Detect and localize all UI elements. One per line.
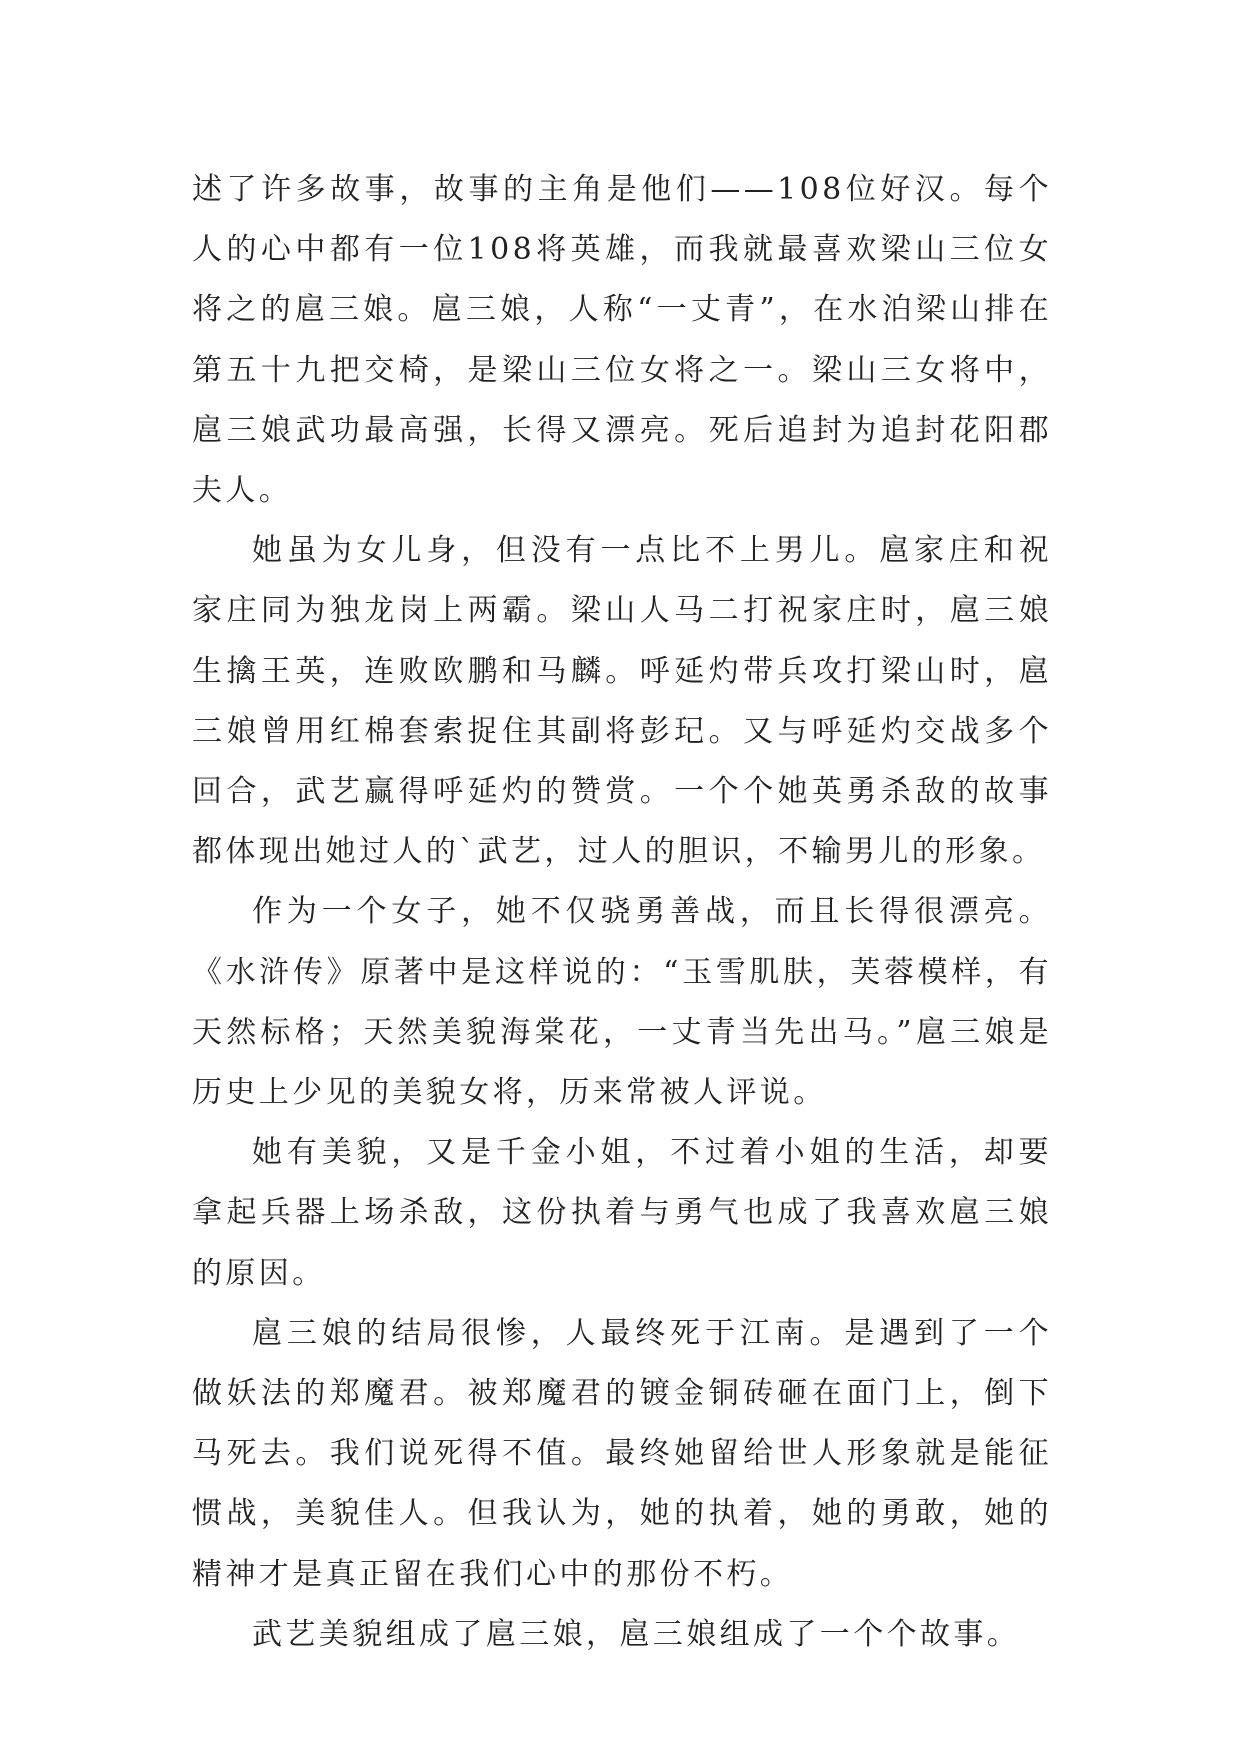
paragraph-4: 她有美貌，又是千金小姐，不过着小姐的生活，却要拿起兵器上场杀敌，这份执着与勇气也成了我喜欢扈三娘的原因。 [192,1135,1052,1291]
paragraph-6: 武艺美貌组成了扈三娘，扈三娘组成了一个个故事。 [252,1616,1021,1652]
paragraph-1: 述了许多故事，故事的主角是他们——108位好汉。每个人的心中都有一位108将英雄，而我就最喜欢梁山三位女将之的扈三娘。扈三娘，人称“一丈青”，在水泊梁山排在第五十九把交椅，是梁山三位女将之一。梁山三女将中，扈三娘武功最高强，长得又漂亮。死后追封为追封花阳郡夫人。 [192,172,1052,509]
paragraph-5: 扈三娘的结局很惨，人最终死于江南。是遇到了一个做妖法的郑魔君。被郑魔君的镀金铜砖砸在面门上，倒下马死去。我们说死得不值。最终她留给世人形象就是能征惯战，美貌佳人。但我认为，她的执着，她的勇敢，她的精神才是真正留在我们心中的那份不朽。 [192,1315,1052,1592]
paragraph-2: 她虽为女儿身，但没有一点比不上男儿。扈家庄和祝家庄同为独龙岗上两霸。梁山人马二打祝家庄时，扈三娘生擒王英，连败欧鹏和马麟。呼延灼带兵攻打梁山时，扈三娘曾用红棉套索捉住其副将彭玘。又与呼延灼交战多个回合，武艺赢得呼延灼的赞赏。一个个她英勇杀敌的故事都体现出她过人的`武艺，过人的胆识，不输男儿的形象。 [192,533,1052,870]
document-page [192,160,1052,1665]
paragraph-3: 作为一个女子，她不仅骁勇善战，而且长得很漂亮。《水浒传》原著中是这样说的：“玉雪肌肤，芙蓉模样，有天然标格；天然美貌海棠花，一丈青当先出马。”扈三娘是历史上少见的美貌女将，历来常被人评说。 [192,894,1052,1111]
